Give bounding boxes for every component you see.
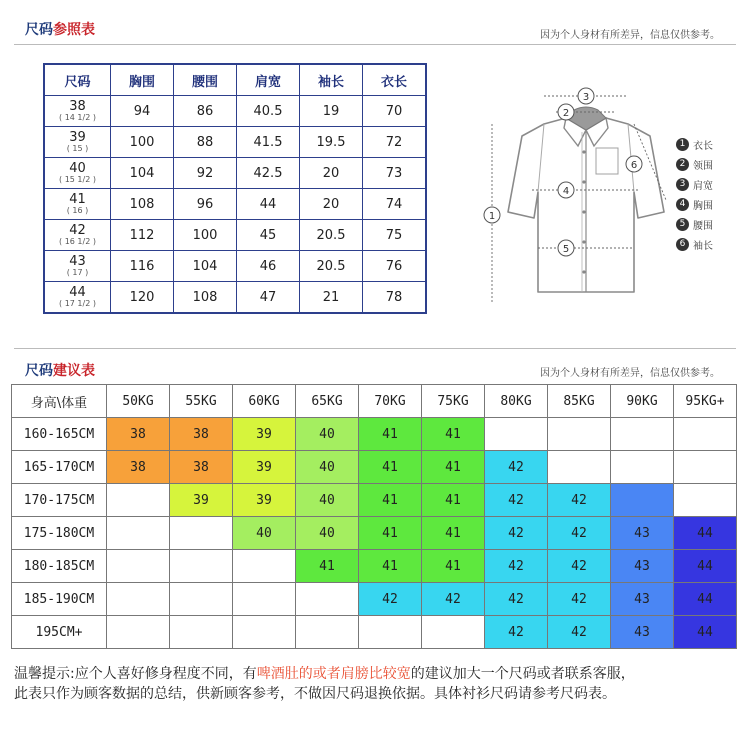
suggested-size-cell: 40: [296, 517, 359, 550]
size-value: 43: [69, 253, 86, 269]
measure-cell: 70: [363, 96, 427, 127]
suggested-size-cell: [107, 484, 170, 517]
suggested-size-cell: 43: [611, 583, 674, 616]
suggested-size-cell: 42: [548, 517, 611, 550]
tip-line-1-a: 温馨提示:应个人喜好修身程度不同，有: [14, 666, 257, 682]
height-label: 180-185CM: [12, 550, 107, 583]
reference-note: 因为个人身材有所差异，信息仅供参考。: [540, 30, 720, 41]
measure-cell: 94: [111, 96, 174, 127]
suggested-size-cell: 38: [170, 418, 233, 451]
height-row: [12, 583, 737, 616]
size-inch: ( 15 ): [66, 143, 89, 153]
weight-header: 65KG: [296, 385, 359, 418]
size-cell: [44, 251, 111, 282]
suggested-size-cell: [296, 583, 359, 616]
legend-label: 胸围: [693, 200, 713, 212]
title-part-b: 参照表: [53, 22, 95, 38]
measure-cell: 19.5: [300, 127, 363, 158]
size-inch: ( 16 ): [66, 205, 89, 215]
header-waist: 腰围: [174, 64, 237, 96]
suggested-size-cell: 44: [674, 517, 737, 550]
tip-highlight: 啤酒肚的或者肩膀比较宽: [256, 666, 411, 682]
legend-label: 衣长: [693, 140, 713, 152]
suggested-size-cell: 39: [233, 451, 296, 484]
suggested-size-cell: 43: [611, 550, 674, 583]
suggested-size-cell: [611, 484, 674, 517]
size-row: [44, 220, 426, 251]
suggested-size-cell: 41: [359, 517, 422, 550]
tip-line-1-b: 的建议加大一个尺码或者联系客服，: [410, 666, 635, 682]
suggested-size-cell: 42: [548, 550, 611, 583]
legend-number-icon: 1: [676, 138, 689, 151]
suggested-size-cell: [548, 418, 611, 451]
suggested-size-cell: [485, 418, 548, 451]
measure-cell: 104: [174, 251, 237, 282]
suggested-size-cell: 38: [107, 418, 170, 451]
suggested-size-cell: 44: [674, 583, 737, 616]
weight-header: 55KG: [170, 385, 233, 418]
suggested-size-cell: 40: [233, 517, 296, 550]
suggested-size-cell: 42: [485, 583, 548, 616]
measure-cell: 75: [363, 220, 427, 251]
size-cell: [44, 220, 111, 251]
title-part-a: 尺码: [25, 22, 53, 38]
measure-cell: 120: [111, 282, 174, 314]
suggested-size-cell: 42: [485, 517, 548, 550]
height-row: [12, 418, 737, 451]
size-suggestion-table: [11, 384, 737, 649]
size-inch: ( 17 ): [66, 267, 89, 277]
header-shoulder: 肩宽: [237, 64, 300, 96]
suggested-size-cell: [674, 451, 737, 484]
suggested-size-cell: [170, 550, 233, 583]
tip-text: [14, 664, 740, 704]
suggested-size-cell: [674, 418, 737, 451]
height-label: 170-175CM: [12, 484, 107, 517]
measure-cell: 100: [174, 220, 237, 251]
suggested-size-cell: 43: [611, 517, 674, 550]
weight-header: 75KG: [422, 385, 485, 418]
suggested-size-cell: [359, 616, 422, 649]
size-row: [44, 282, 426, 314]
suggested-size-cell: 40: [296, 484, 359, 517]
suggested-size-cell: [170, 583, 233, 616]
measure-cell: 112: [111, 220, 174, 251]
measure-cell: 45: [237, 220, 300, 251]
height-row: [12, 550, 737, 583]
suggestion-note: 因为个人身材有所差异，信息仅供参考。: [540, 368, 720, 379]
suggested-size-cell: 41: [422, 517, 485, 550]
suggested-size-cell: [233, 583, 296, 616]
size-row: [44, 251, 426, 282]
suggested-size-cell: 41: [359, 484, 422, 517]
suggested-size-cell: 41: [359, 418, 422, 451]
svg-text:1: 1: [488, 211, 496, 222]
suggested-size-cell: [233, 616, 296, 649]
divider: [14, 44, 736, 45]
size-inch: ( 16 1/2 ): [59, 236, 96, 246]
suggested-size-cell: [674, 484, 737, 517]
header-size: 尺码: [44, 64, 111, 96]
suggested-size-cell: 41: [422, 418, 485, 451]
suggested-size-cell: [107, 616, 170, 649]
title-part-b: 建议表: [53, 363, 95, 379]
suggested-size-cell: 40: [296, 418, 359, 451]
measure-cell: 76: [363, 251, 427, 282]
shirt-diagram: [470, 72, 740, 322]
size-value: 41: [69, 191, 86, 207]
legend-item: [676, 134, 740, 154]
weight-header: 70KG: [359, 385, 422, 418]
measure-cell: 108: [174, 282, 237, 314]
suggested-size-cell: [107, 583, 170, 616]
svg-text:2: 2: [562, 108, 570, 119]
measure-cell: 46: [237, 251, 300, 282]
size-row: [44, 127, 426, 158]
size-cell: [44, 158, 111, 189]
suggested-size-cell: 42: [485, 550, 548, 583]
suggested-size-cell: [422, 616, 485, 649]
suggested-size-cell: [170, 616, 233, 649]
size-suggestion-title: [25, 360, 95, 380]
weight-header: 95KG+: [674, 385, 737, 418]
weight-header: 90KG: [611, 385, 674, 418]
suggested-size-cell: 38: [170, 451, 233, 484]
suggested-size-cell: 42: [548, 484, 611, 517]
suggested-size-cell: 42: [485, 451, 548, 484]
height-row: [12, 451, 737, 484]
measure-cell: 104: [111, 158, 174, 189]
measure-cell: 96: [174, 189, 237, 220]
size-cell: [44, 282, 111, 314]
height-row: [12, 484, 737, 517]
measure-cell: 72: [363, 127, 427, 158]
suggested-size-cell: 41: [296, 550, 359, 583]
measure-cell: 116: [111, 251, 174, 282]
suggested-size-cell: 44: [674, 616, 737, 649]
legend-number-icon: 6: [676, 238, 689, 251]
size-reference-title: [25, 19, 95, 39]
size-cell: [44, 127, 111, 158]
measure-cell: 19: [300, 96, 363, 127]
suggested-size-cell: 42: [485, 484, 548, 517]
legend-item: [676, 234, 740, 254]
header-sleeve: 袖长: [300, 64, 363, 96]
measure-cell: 21: [300, 282, 363, 314]
suggested-size-cell: 41: [359, 550, 422, 583]
suggested-size-cell: 41: [422, 484, 485, 517]
measure-cell: 20.5: [300, 251, 363, 282]
header-chest: 胸围: [111, 64, 174, 96]
legend-label: 袖长: [693, 240, 713, 252]
height-row: [12, 517, 737, 550]
suggested-size-cell: 42: [548, 583, 611, 616]
suggested-size-cell: 41: [359, 451, 422, 484]
legend-item: [676, 174, 740, 194]
legend-label: 腰围: [693, 220, 713, 232]
suggested-size-cell: 42: [359, 583, 422, 616]
measure-cell: 20.5: [300, 220, 363, 251]
suggested-size-cell: 39: [170, 484, 233, 517]
size-value: 38: [69, 98, 86, 114]
measure-cell: 41.5: [237, 127, 300, 158]
legend-label: 肩宽: [693, 180, 713, 192]
suggested-size-cell: [107, 517, 170, 550]
size-inch: ( 15 1/2 ): [59, 174, 96, 184]
suggested-size-cell: 41: [422, 451, 485, 484]
legend-item: [676, 194, 740, 214]
weight-header: 80KG: [485, 385, 548, 418]
measure-cell: 40.5: [237, 96, 300, 127]
suggested-size-cell: 43: [611, 616, 674, 649]
suggested-size-cell: [296, 616, 359, 649]
suggested-size-cell: 39: [233, 484, 296, 517]
tip-line-1: [14, 664, 740, 684]
measure-cell: 78: [363, 282, 427, 314]
suggested-size-cell: 44: [674, 550, 737, 583]
diagram-legend: [676, 134, 740, 254]
legend-number-icon: 5: [676, 218, 689, 231]
suggested-size-cell: 42: [422, 583, 485, 616]
suggested-size-cell: 40: [296, 451, 359, 484]
legend-item: [676, 154, 740, 174]
legend-number-icon: 4: [676, 198, 689, 211]
size-row: [44, 96, 426, 127]
suggested-size-cell: 42: [548, 616, 611, 649]
size-inch: ( 17 1/2 ): [59, 298, 96, 308]
measure-cell: 20: [300, 158, 363, 189]
size-cell: [44, 189, 111, 220]
size-value: 39: [69, 129, 86, 145]
measure-cell: 100: [111, 127, 174, 158]
height-label: 185-190CM: [12, 583, 107, 616]
height-label: 195CM+: [12, 616, 107, 649]
svg-text:6: 6: [630, 160, 638, 171]
measure-cell: 42.5: [237, 158, 300, 189]
measure-cell: 108: [111, 189, 174, 220]
suggested-size-cell: [170, 517, 233, 550]
size-row: [44, 189, 426, 220]
weight-header: 50KG: [107, 385, 170, 418]
height-row: [12, 616, 737, 649]
height-label: 165-170CM: [12, 451, 107, 484]
suggested-size-cell: 39: [233, 418, 296, 451]
suggested-size-cell: [611, 451, 674, 484]
measure-cell: 44: [237, 189, 300, 220]
tip-line-2: 此表只作为顾客数据的总结，供新顾客参考，不做因尺码退换依据。具体衬衫尺码请参考尺码表。: [14, 686, 616, 702]
suggested-size-cell: [107, 550, 170, 583]
size-cell: [44, 96, 111, 127]
height-label: 160-165CM: [12, 418, 107, 451]
size-value: 42: [69, 222, 86, 238]
suggested-size-cell: 41: [422, 550, 485, 583]
weight-header: 60KG: [233, 385, 296, 418]
size-row: [44, 158, 426, 189]
svg-text:4: 4: [562, 186, 570, 197]
measure-cell: 20: [300, 189, 363, 220]
suggested-size-cell: [611, 418, 674, 451]
size-value: 40: [69, 160, 86, 176]
legend-number-icon: 3: [676, 178, 689, 191]
suggested-size-cell: [548, 451, 611, 484]
legend-number-icon: 2: [676, 158, 689, 171]
size-reference-table: [43, 63, 427, 314]
header-length: 衣长: [363, 64, 427, 96]
measure-cell: 74: [363, 189, 427, 220]
size-table-header-row: [44, 64, 426, 96]
suggested-size-cell: 38: [107, 451, 170, 484]
suggestion-header-row: [12, 385, 737, 418]
corner-header: 身高\体重: [12, 385, 107, 418]
svg-text:3: 3: [582, 92, 590, 103]
measure-cell: 47: [237, 282, 300, 314]
svg-text:5: 5: [562, 244, 570, 255]
height-label: 175-180CM: [12, 517, 107, 550]
measure-cell: 92: [174, 158, 237, 189]
suggested-size-cell: 42: [485, 616, 548, 649]
legend-label: 领围: [693, 160, 713, 172]
divider: [14, 348, 736, 349]
size-inch: ( 14 1/2 ): [59, 112, 96, 122]
title-part-a: 尺码: [25, 363, 53, 379]
size-value: 44: [69, 284, 86, 300]
measure-cell: 88: [174, 127, 237, 158]
measure-cell: 86: [174, 96, 237, 127]
legend-item: [676, 214, 740, 234]
suggested-size-cell: [233, 550, 296, 583]
weight-header: 85KG: [548, 385, 611, 418]
measure-cell: 73: [363, 158, 427, 189]
